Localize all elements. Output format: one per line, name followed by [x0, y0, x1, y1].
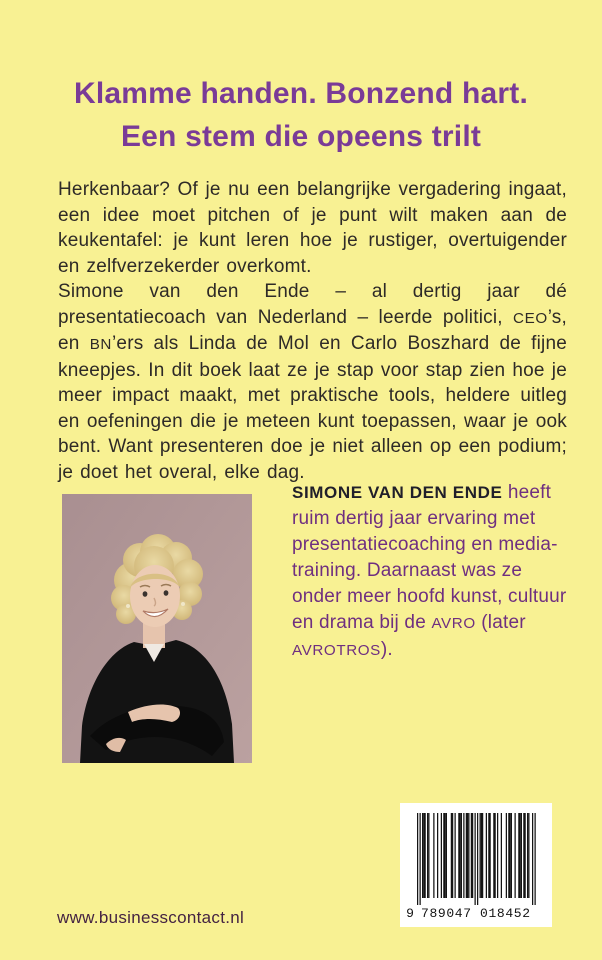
blurb-p2-text-b: ’s, en — [58, 306, 567, 354]
blurb — [58, 177, 567, 485]
isbn-barcode — [400, 803, 552, 927]
bio-text-c: ). — [380, 639, 393, 660]
headline-line-2: Een stem die opeens trilt — [120, 120, 482, 153]
svg-text:018452: 018452 — [480, 906, 530, 921]
headline — [0, 72, 602, 158]
bio-smallcaps-avrotros: AVROTROS — [292, 642, 381, 659]
publisher-website: www.businesscontact.nl — [57, 908, 245, 927]
bio-text-a: heeft ruim dertig jaar ervaring met presentatiecoaching en media-training. Daarnaast was ze onder meer hoofd kunst, cultuur en drama bij de — [292, 482, 567, 633]
bio-text-b: (later — [475, 612, 526, 633]
blurb-paragraph-1: Herkenbaar? Of je nu een belangrijke vergadering ingaat, een idee moet pitchen of je punt wilt maken aan de keukentafel: je kunt leren hoe je rustiger, overtuigender en zelfverzekerder overkomt. — [58, 179, 567, 277]
bio-smallcaps-avro: AVRO — [431, 615, 476, 632]
svg-text:9: 9 — [406, 906, 414, 921]
earring — [126, 604, 130, 608]
barcode-graphic — [400, 803, 552, 927]
blurb-p2-text-c: ’ers als Linda de Mol en Carlo Boszhard de fijne kneepjes. In dit boek laat ze je stap voor stap zien hoe je meer impact maakt, met praktische tools, heldere uitleg en oefeningen die je meteen kunt toepassen, waar je ook bent. Want presenteren doe je niet alleen op een podium; je doet het overal, elke dag. — [58, 333, 568, 483]
author-bio — [292, 480, 568, 664]
headline-line-1: Klamme handen. Bonzend hart. — [74, 77, 528, 110]
right-eye — [164, 590, 169, 596]
blurb-paragraph-2 — [58, 279, 567, 485]
blurb-smallcaps-bn: BN — [89, 336, 112, 353]
blurb-smallcaps-ceo: CEO — [513, 309, 548, 327]
author-name: SIMONE VAN DEN ENDE — [292, 483, 503, 502]
left-eye — [143, 591, 148, 597]
author-portrait-illustration — [62, 494, 252, 763]
svg-text:789047: 789047 — [421, 906, 471, 921]
author-photo — [62, 494, 252, 763]
blurb-p2-text-a: Simone van den Ende – al dertig jaar dé presentatiecoach van Nederland – leerde politici, — [58, 281, 567, 328]
earring-2 — [181, 602, 185, 606]
